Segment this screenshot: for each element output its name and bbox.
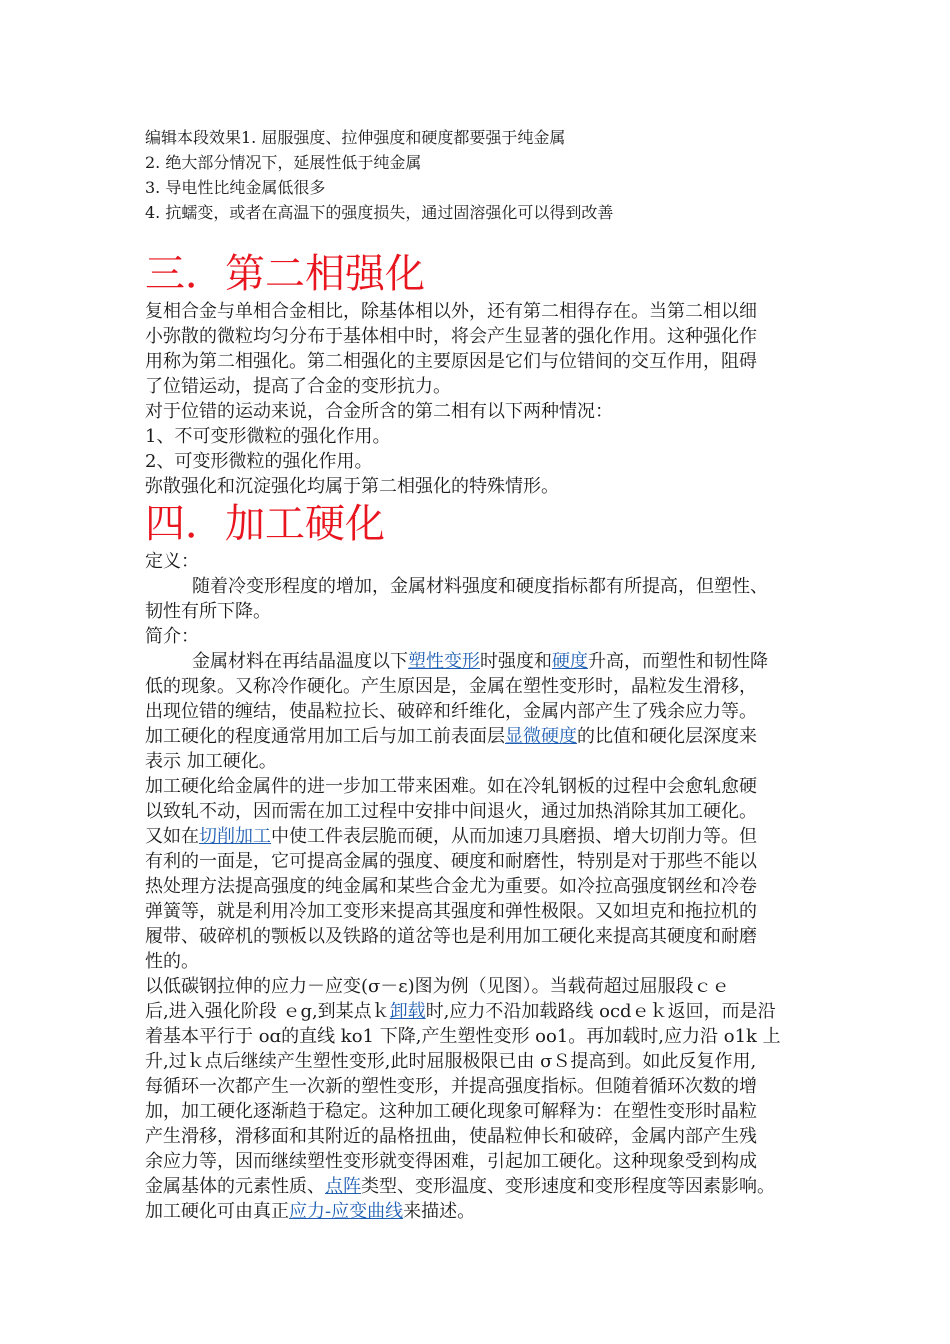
intro-label: 简介：	[145, 626, 199, 647]
paragraph-line: 性的。	[145, 951, 199, 972]
text-run: 后,进入强化阶段 ｅg,到某点ｋ	[145, 1001, 390, 1022]
summary-line-3: 出现位错的缠结，使晶粒拉长、破碎和纤维化，金属内部产生了残余应力等。	[145, 701, 757, 722]
text-run: 时强度和	[480, 651, 552, 672]
paragraph-line: 有利的一面是，它可提高金属的强度、硬度和耐磨性，特别是对于那些不能以	[145, 851, 757, 872]
section-3-paragraph-line: 了位错运动，提高了合金的变形抗力。	[145, 376, 451, 397]
paragraph-line: 产生滑移，滑移面和其附近的晶格扭曲，使晶粒伸长和破碎，金属内部产生残	[145, 1126, 757, 1147]
paragraph-line: 以低碳钢拉伸的应力－应变(σ－ε)图为例（见图）。当载荷超过屈服段ｃｅ	[145, 976, 730, 997]
text-run: 中使工件表层脆而硬，从而加速刀具磨损、增大切削力等。但	[271, 826, 757, 847]
paragraph-line: 加，加工硬化逐渐趋于稳定。这种加工硬化现象可解释为：在塑性变形时晶粒	[145, 1101, 757, 1122]
summary-line-5: 表示 加工硬化。	[145, 751, 277, 772]
text-run: 金属基体的元素性质、	[145, 1176, 325, 1197]
summary-line-1	[192, 650, 872, 674]
intro-line-3: 3. 导电性比纯金属低很多	[145, 178, 326, 197]
intro-line-4: 4. 抗蠕变，或者在高温下的强度损失，通过固溶强化可以得到改善	[145, 203, 614, 222]
paragraph-line: 加工硬化给金属件的进一步加工带来困难。如在冷轧钢板的过程中会愈轧愈硬	[145, 776, 757, 797]
link-lattice[interactable]: 点阵	[325, 1176, 361, 1197]
text-run: 时,应力不沿加载路线 ocdｅｋ返回，而是沿	[425, 1001, 776, 1022]
paragraph-line	[145, 1000, 825, 1024]
link-plastic-deformation[interactable]: 塑性变形	[408, 651, 480, 672]
paragraph-line	[145, 825, 825, 849]
section-3-item-2: 2、可变形微粒的强化作用。	[145, 451, 373, 472]
intro-line-2: 2. 绝大部分情况下，延展性低于纯金属	[145, 153, 422, 172]
paragraph-line: 每循环一次都产生一次新的塑性变形，并提高强度指标。但随着循环次数的增	[145, 1076, 757, 1097]
paragraph-line: 升,过ｋ点后继续产生塑性变形,此时屈服极限已由 σＳ提高到。如此反复作用,	[145, 1051, 757, 1072]
paragraph-line	[145, 1175, 825, 1199]
link-unloading[interactable]: 卸载	[389, 1001, 426, 1022]
definition-text-line: 随着冷变形程度的增加，金属材料强度和硬度指标都有所提高，但塑性、	[192, 576, 768, 597]
definition-text-line: 韧性有所下降。	[145, 601, 271, 622]
paragraph-line: 弹簧等，就是利用冷加工变形来提高其强度和弹性极限。又如坦克和拖拉机的	[145, 901, 757, 922]
paragraph-line	[145, 1200, 825, 1224]
section-3-paragraph-line: 小弥散的微粒均匀分布于基体相中时，将会产生显著的强化作用。这种强化作	[145, 326, 757, 347]
paragraph-line: 热处理方法提高强度的纯金属和某些合金尤为重要。如冷拉高强度钢丝和冷卷	[145, 876, 757, 897]
text-run: 的比值和硬化层深度来	[577, 726, 757, 747]
text-run: 来描述。	[403, 1201, 476, 1222]
section-4-heading: 四．加工硬化	[145, 501, 385, 547]
link-hardness[interactable]: 硬度	[552, 651, 588, 672]
link-stress-strain-curve[interactable]: 应力-应变曲线	[289, 1201, 404, 1222]
text-run: 升高，而塑性和韧性降	[588, 651, 768, 672]
text-run: 加工硬化可由真正	[145, 1201, 289, 1222]
text-run: 又如在	[145, 826, 199, 847]
section-3-heading: 三．第二相强化	[145, 251, 425, 297]
intro-line-1: 编辑本段效果1. 屈服强度、拉伸强度和硬度都要强于纯金属	[145, 128, 566, 147]
section-3-paragraph-2: 对于位错的运动来说，合金所含的第二相有以下两种情况：	[145, 401, 613, 422]
definition-label: 定义：	[145, 551, 199, 572]
paragraph-line: 着基本平行于 oɑ的直线 ko1 下降,产生塑性变形 oo1。再加载时,应力沿 o1k 上	[145, 1026, 781, 1047]
text-run: 加工硬化的程度通常用加工后与加工前表面层	[145, 726, 505, 747]
paragraph-line: 以致轧不动，因而需在加工过程中安排中间退火，通过加热消除其加工硬化。	[145, 801, 757, 822]
summary-line-4	[145, 725, 825, 749]
section-3-paragraph-3: 弥散强化和沉淀强化均属于第二相强化的特殊情形。	[145, 476, 559, 497]
paragraph-line: 余应力等，因而继续塑性变形就变得困难，引起加工硬化。这种现象受到构成	[145, 1151, 757, 1172]
summary-line-2: 低的现象。又称冷作硬化。产生原因是，金属在塑性变形时，晶粒发生滑移，	[145, 676, 757, 697]
section-3-paragraph-line: 复相合金与单相合金相比，除基体相以外，还有第二相得存在。当第二相以细	[145, 301, 757, 322]
link-cutting[interactable]: 切削加工	[199, 826, 271, 847]
link-microhardness[interactable]: 显微硬度	[505, 726, 577, 747]
paragraph-line: 履带、破碎机的颚板以及铁路的道岔等也是利用加工硬化来提高其硬度和耐磨	[145, 926, 757, 947]
text-run: 金属材料在再结晶温度以下	[192, 651, 408, 672]
text-run: 类型、变形温度、变形速度和变形程度等因素影响。	[361, 1176, 775, 1197]
section-3-item-1: 1、不可变形微粒的强化作用。	[145, 426, 391, 447]
section-3-paragraph-line: 用称为第二相强化。第二相强化的主要原因是它们与位错间的交互作用，阻碍	[145, 351, 757, 372]
